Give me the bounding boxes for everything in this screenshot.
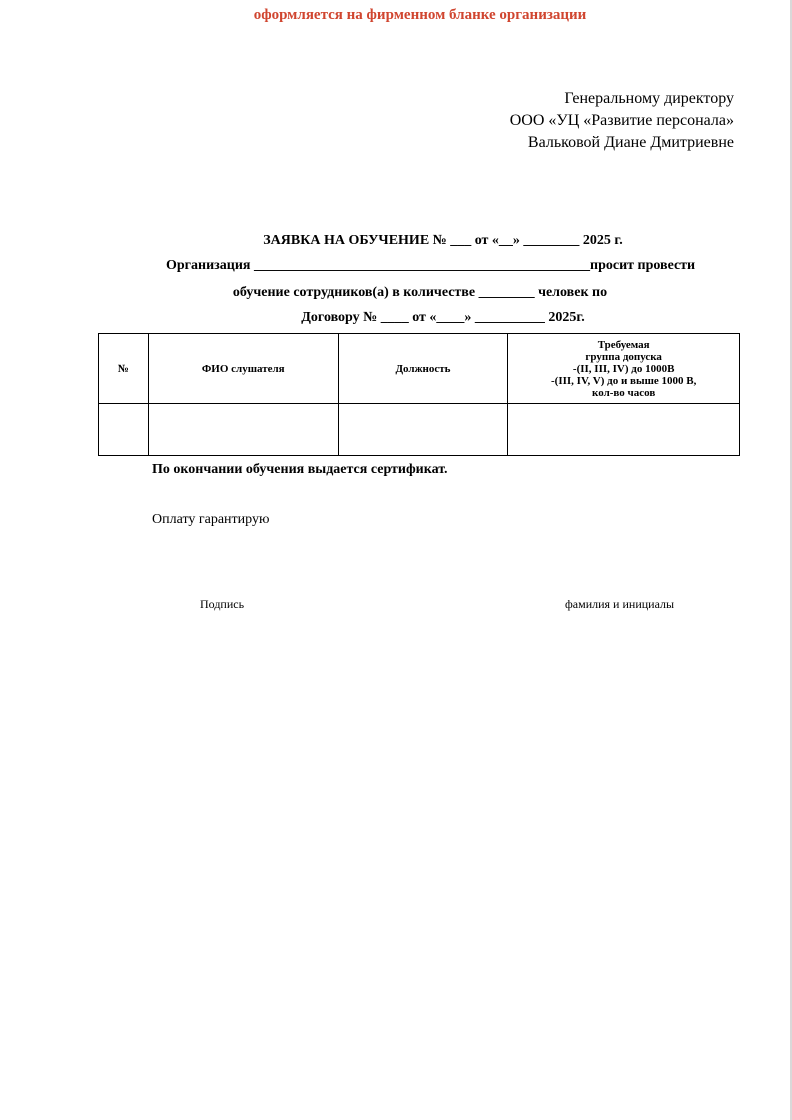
certificate-note: По окончании обучения выдается сертификат.: [152, 462, 448, 477]
participants-table: [98, 333, 740, 456]
surname-initials-label: фамилия и инициалы: [565, 597, 675, 611]
table-row: [99, 404, 740, 456]
header-requirement-line: Требуемая: [597, 338, 650, 351]
header-requirement-line: группа допуска: [585, 350, 662, 363]
organization-line: Организация ________________________________________________просит провести: [166, 258, 696, 273]
signature-label: Подпись: [200, 597, 245, 611]
cell-num[interactable]: [99, 404, 149, 456]
payment-guarantee-note: Оплату гарантирую: [152, 512, 270, 527]
employees-count-line: обучение сотрудников(а) в количестве ________ человек по: [232, 285, 608, 300]
addressee-line-2: ООО «УЦ «Развитие персонала»: [509, 112, 734, 129]
header-fio: ФИО слушателя: [148, 334, 338, 404]
header-requirement-line: -(II, III, IV) до 1000В: [572, 362, 675, 375]
addressee-line-1: Генеральному директору: [564, 90, 734, 107]
header-num: №: [99, 334, 149, 404]
application-title: ЗАЯВКА НА ОБУЧЕНИЕ № ___ от «__» ________ 2025 г.: [263, 233, 623, 248]
letterhead-note: оформляется на фирменном бланке организации: [253, 7, 587, 23]
header-position: Должность: [338, 334, 508, 404]
contract-line: Договору № ____ от «____» __________ 2025г.: [301, 310, 585, 325]
table-header-row: [99, 334, 740, 404]
header-requirement: [508, 334, 740, 404]
cell-requirement[interactable]: [508, 404, 740, 456]
cell-position[interactable]: [338, 404, 508, 456]
header-requirement-line: -(III, IV, V) до и выше 1000 В,: [551, 374, 697, 387]
addressee-block: [510, 88, 734, 154]
cell-fio[interactable]: [148, 404, 338, 456]
header-requirement-line: кол-во часов: [592, 386, 656, 399]
addressee-line-3: Вальковой Диане Дмитриевне: [527, 134, 734, 151]
